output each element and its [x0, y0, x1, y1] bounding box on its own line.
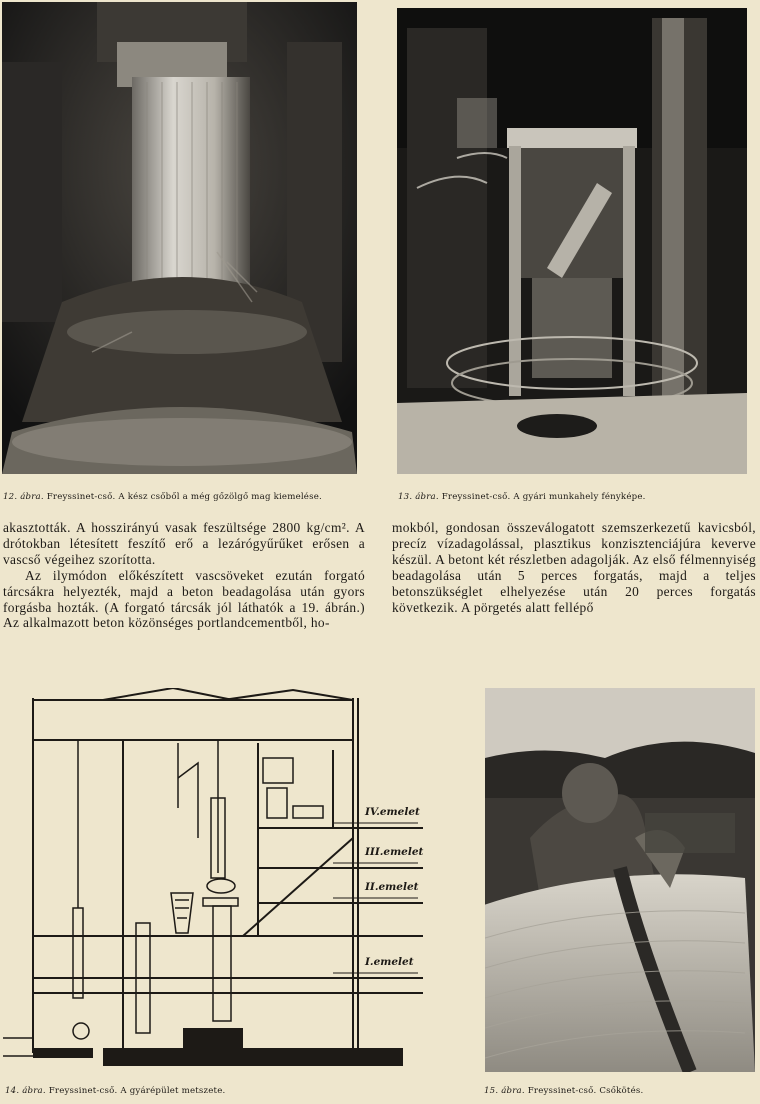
figure-caption-text: Freyssinet-cső. A kész csőből a még gőzölgő mag kiemelése. [46, 492, 322, 502]
figure-abra-label: ábra. [20, 492, 44, 502]
figure-14-caption [5, 1086, 425, 1096]
figure-number: 15. [484, 1086, 499, 1096]
figure-number: 13. [398, 492, 413, 502]
figure-15-photo [485, 688, 755, 1072]
left-text-column [3, 520, 365, 631]
floor-label: II.emelet [365, 881, 419, 893]
figure-caption-text: Freyssinet-cső. A gyári munkahely fényképe. [441, 492, 646, 502]
paragraph: akasztották. A hosszirányú vasak feszültsége 2800 kg/cm². A drótokban létesített feszítő erő a lezárógyűrűket erősen a vascső végeihez szorította. [3, 520, 365, 567]
floor-label: IV.emelet [365, 806, 420, 818]
figure-number: 14. [5, 1086, 20, 1096]
right-text-column [392, 520, 756, 615]
paragraph: mokból, gondosan összeválogatott szemszerkezetű kavicsból, precíz vízadagolással, plasztikus konzisztenciájúra keverve készül. A betont két részletben adagolják. Az első félmennyiség beadagolása után 5 perces forgatás, majd a teljes betonszükséglet elhelyezése után 20 perces forgatás következik. A pörgetés alatt fellépő [392, 520, 756, 615]
figure-caption-text: Freyssinet-cső. A gyárépület metszete. [48, 1086, 226, 1096]
figure-abra-label: ábra. [415, 492, 439, 502]
floor-label: I.emelet [365, 956, 414, 968]
paragraph: Az ilymódon előkészített vascsöveket ezután forgató tárcsákra helyezték, majd a beton beadagolása után gyors forgásba hozták. (A forgató tárcsák jól láthatók a 19. ábrán.) Az alkalmazott beton közönséges portlandcementből, ho- [3, 567, 365, 631]
figure-13-caption [398, 492, 750, 502]
figure-abra-label: ábra. [22, 1086, 46, 1096]
figure-number: 12. [3, 492, 18, 502]
figure-15-caption [484, 1086, 759, 1096]
floor-label: III.emelet [365, 846, 424, 858]
figure-caption-text: Freyssinet-cső. Csőkötés. [527, 1086, 644, 1096]
figure-12-photo [2, 2, 357, 474]
figure-14-drawing [3, 688, 433, 1076]
figure-13-photo [397, 8, 747, 474]
figure-12-caption [3, 492, 365, 502]
figure-abra-label: ábra. [501, 1086, 525, 1096]
